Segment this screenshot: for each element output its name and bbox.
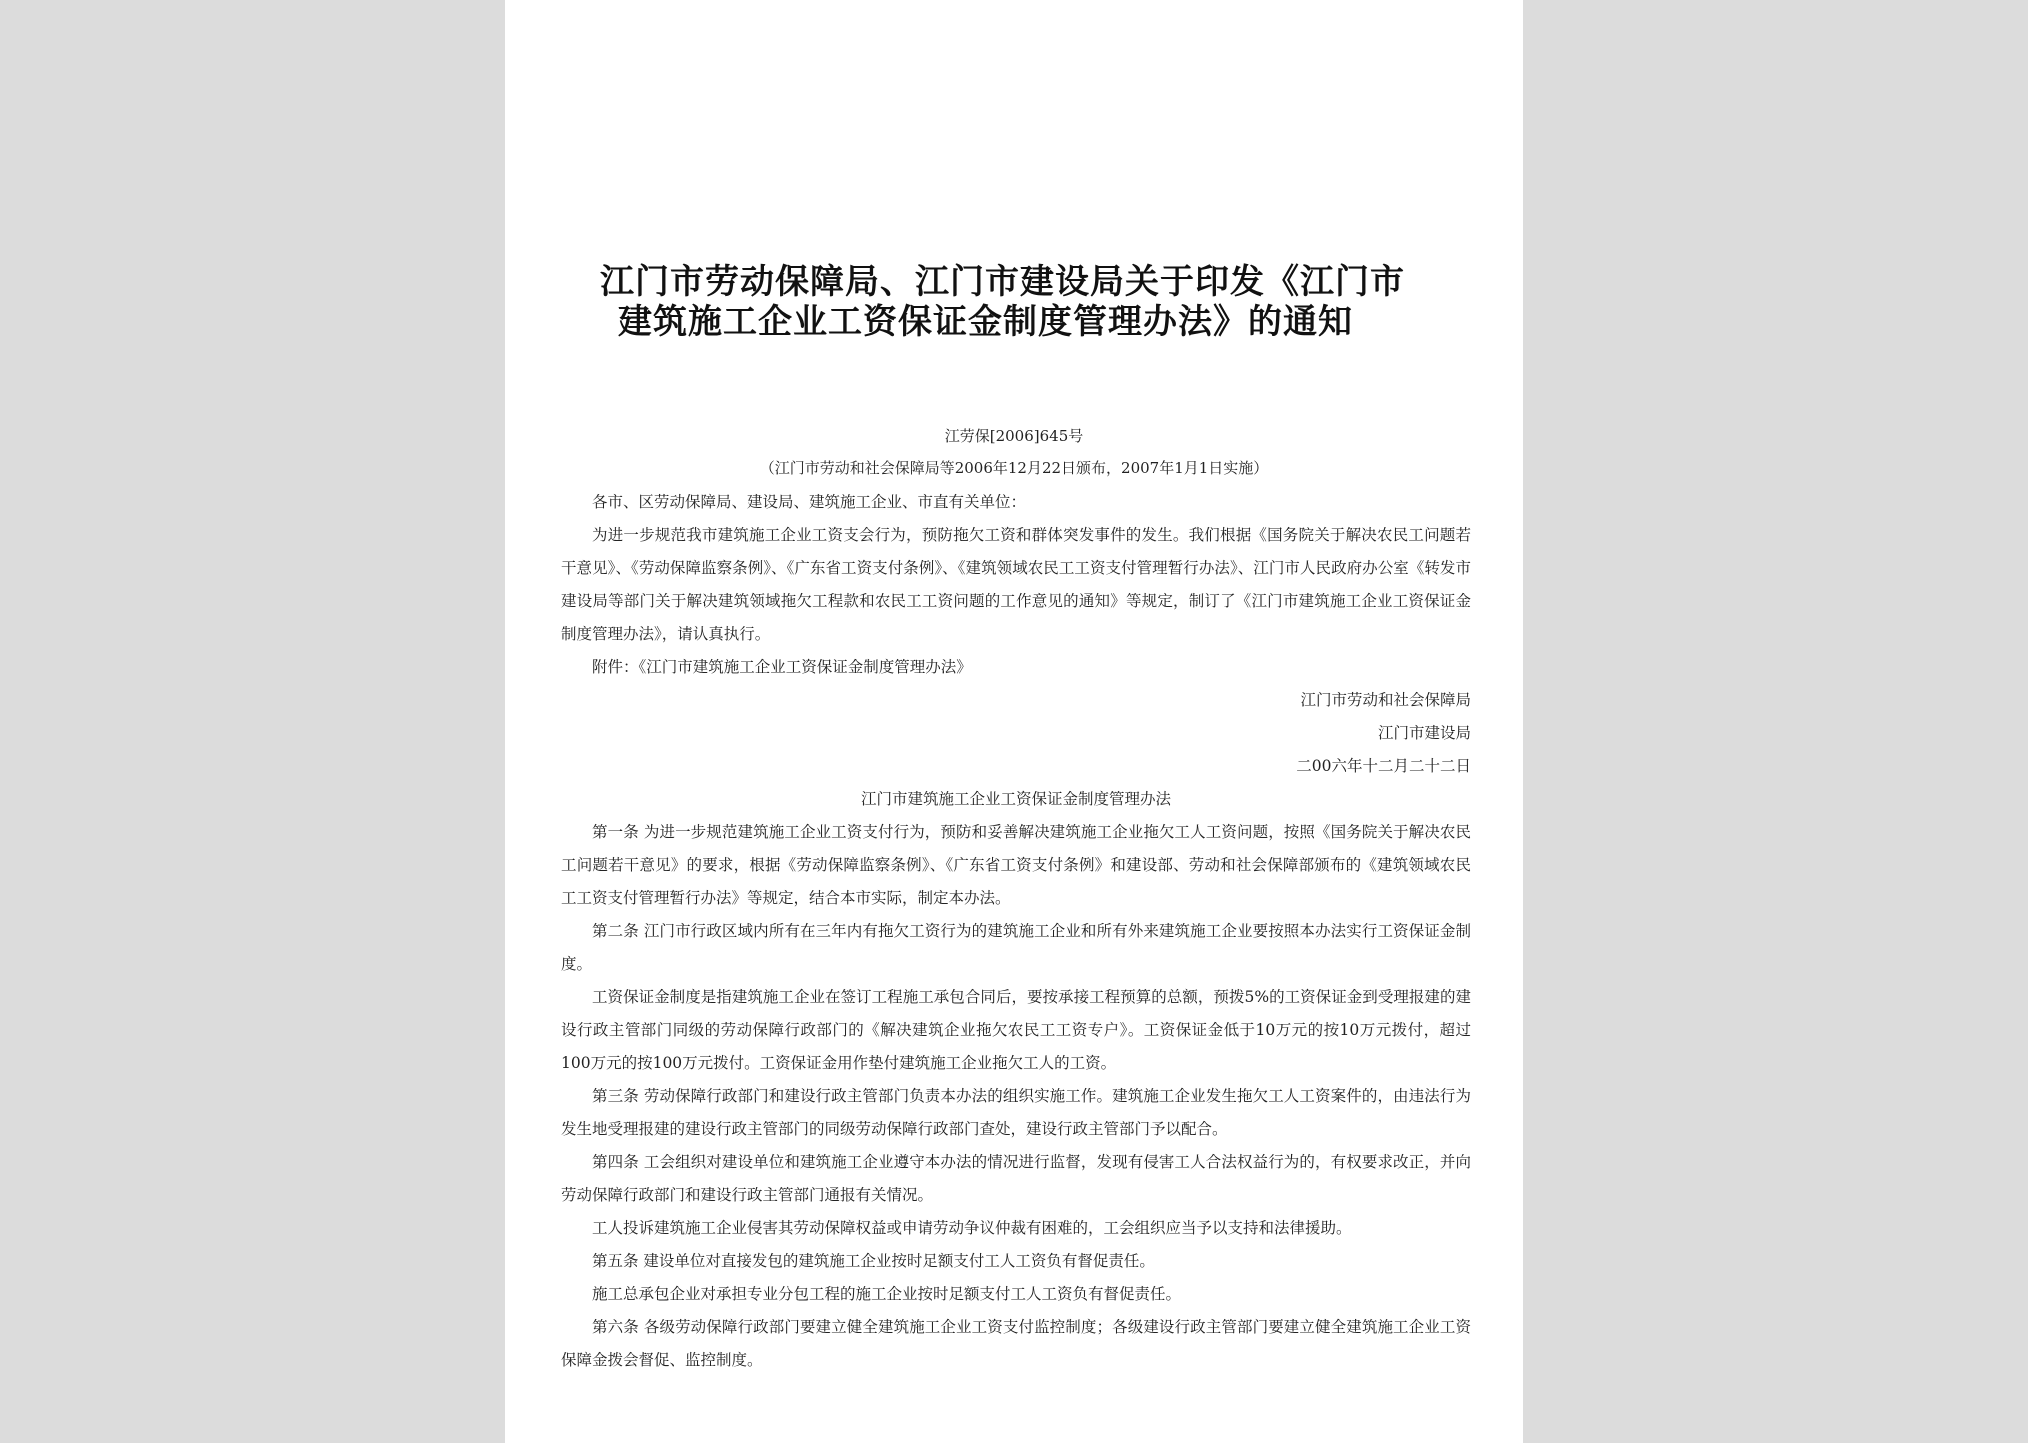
article-3: 第三条 劳动保障行政部门和建设行政主管部门负责本办法的组织实施工作。建筑施工企业发生拖欠工人工资案件的，由违法行为发生地受理报建的建设行政主管部门的同级劳动保障行政部门查处，建设行政主管部门予以配合。 bbox=[561, 1087, 1471, 1138]
document-body bbox=[561, 486, 1471, 1377]
attachment-line: 附件：《江门市建筑施工企业工资保证金制度管理办法》 bbox=[592, 658, 972, 676]
document-number: 江劳保[2006]645号 bbox=[944, 427, 1084, 445]
title-line-2: 建筑施工企业工资保证金制度管理办法》的通知 bbox=[618, 302, 1353, 342]
title-line-1: 江门市劳动保障局、江门市建设局关于印发《江门市 bbox=[600, 262, 1405, 302]
signatory-labor-bureau: 江门市劳动和社会保障局 bbox=[1300, 691, 1471, 709]
measures-title: 江门市建筑施工企业工资保证金制度管理办法 bbox=[860, 790, 1171, 808]
article-6: 第六条 各级劳动保障行政部门要建立健全建筑施工企业工资支付监控制度；各级建设行政主管部门要建立健全建筑施工企业工资保障金拨会督促、监控制度。 bbox=[561, 1318, 1471, 1369]
article-2: 第二条 江门市行政区域内所有在三年内有拖欠工资行为的建筑施工企业和所有外来建筑施工企业要按照本办法实行工资保证金制度。 bbox=[561, 922, 1471, 973]
document-title bbox=[600, 262, 1480, 342]
salutation: 各市、区劳动保障局、建设局、建筑施工企业、市直有关单位： bbox=[592, 493, 1027, 511]
article-4: 第四条 工会组织对建设单位和建筑施工企业遵守本办法的情况进行监督，发现有侵害工人合法权益行为的，有权要求改正，并向劳动保障行政部门和建设行政主管部门通报有关情况。 bbox=[561, 1153, 1471, 1204]
intro-paragraph: 为进一步规范我市建筑施工企业工资支会行为，预防拖欠工资和群体突发事件的发生。我们根据《国务院关于解决农民工问题若干意见》、《劳动保障监察条例》、《广东省工资支付条例》、《建筑领域农民工工资支付管理暂行办法》、江门市人民政府办公室《转发市建设局等部门关于解决建筑领域拖欠工程款和农民工工资问题的工作意见的通知》等规定，制订了《江门市建筑施工企业工资保证金制度管理办法》，请认真执行。 bbox=[561, 526, 1471, 643]
article-2-detail: 工资保证金制度是指建筑施工企业在签订工程施工承包合同后，要按承接工程预算的总额，预拨5%的工资保证金到受理报建的建设行政主管部门同级的劳动保障行政部门的《解决建筑企业拖欠农民工工资专户》。工资保证金低于10万元的按10万元拨付，超过100万元的按100万元拨付。工资保证金用作垫付建筑施工企业拖欠工人的工资。 bbox=[561, 988, 1472, 1072]
article-5-detail: 施工总承包企业对承担专业分包工程的施工企业按时足额支付工人工资负有督促责任。 bbox=[592, 1285, 1182, 1303]
article-5: 第五条 建设单位对直接发包的建筑施工企业按时足额支付工人工资负有督促责任。 bbox=[592, 1252, 1155, 1270]
document-page bbox=[505, 0, 1523, 1443]
issue-date: 二00六年十二月二十二日 bbox=[1296, 757, 1471, 775]
article-4-detail: 工人投诉建筑施工企业侵害其劳动保障权益或申请劳动争议仲裁有困难的，工会组织应当予以支持和法律援助。 bbox=[592, 1219, 1352, 1237]
article-1: 第一条 为进一步规范建筑施工企业工资支付行为，预防和妥善解决建筑施工企业拖欠工人工资问题，按照《国务院关于解决农民工问题若干意见》的要求，根据《劳动保障监察条例》、《广东省工资支付条例》和建设部、劳动和社会保障部颁布的《建筑领域农民工工资支付管理暂行办法》等规定，结合本市实际，制定本办法。 bbox=[561, 823, 1471, 907]
signatory-construction-bureau: 江门市建设局 bbox=[1377, 724, 1471, 742]
issue-info: （江门市劳动和社会保障局等2006年12月22日颁布，2007年1月1日实施） bbox=[759, 459, 1269, 477]
